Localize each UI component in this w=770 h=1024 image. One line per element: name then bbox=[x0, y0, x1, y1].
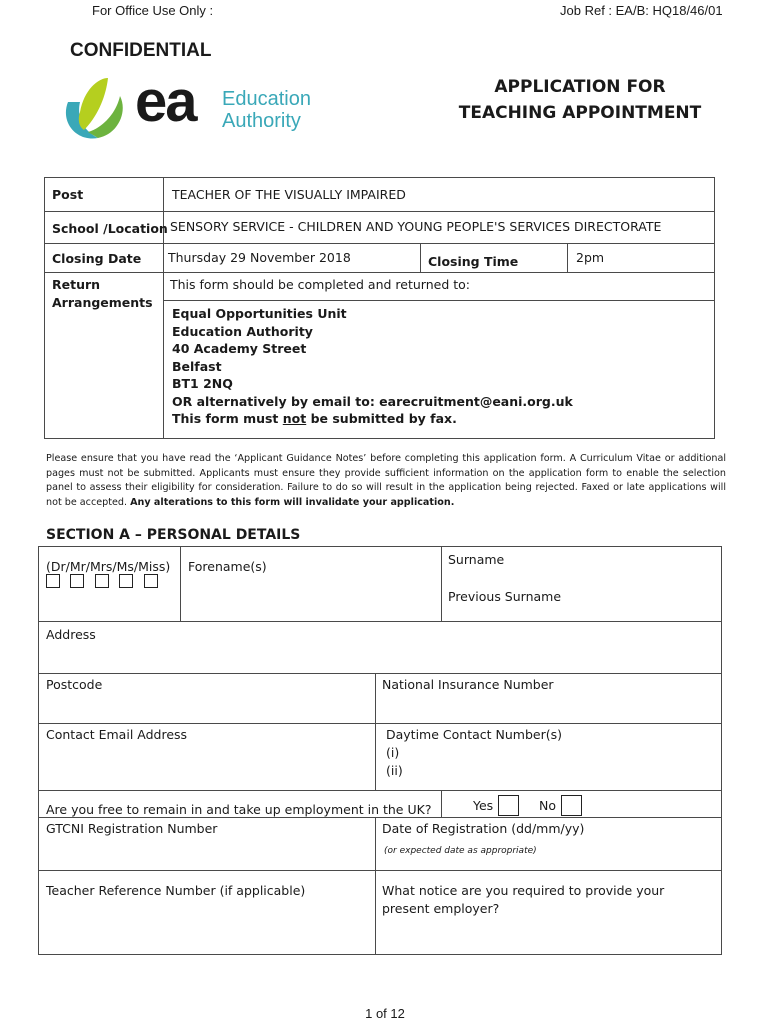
title-label: (Dr/Mr/Mrs/Ms/Miss) bbox=[46, 559, 171, 574]
daytime-number-ii: (ii) bbox=[386, 763, 403, 778]
title-checkbox-dr[interactable] bbox=[46, 574, 60, 588]
return-label-2: Arrangements bbox=[52, 295, 153, 310]
closing-time-value: 2pm bbox=[576, 250, 605, 265]
return-intro: This form should be completed and returned to: bbox=[170, 277, 470, 292]
address-line-2: Education Authority bbox=[172, 323, 313, 339]
daytime-number-label: Daytime Contact Number(s) bbox=[386, 727, 562, 742]
surname-label: Surname bbox=[448, 552, 505, 567]
email-label: Contact Email Address bbox=[46, 727, 188, 742]
return-label-1: Return bbox=[52, 277, 101, 292]
forename-label: Forename(s) bbox=[188, 559, 267, 574]
closing-time-label: Closing Time bbox=[428, 254, 519, 269]
fax-warning: This form must not be submitted by fax. bbox=[172, 411, 457, 426]
uk-employment-question: Are you free to remain in and take up employment in the UK? bbox=[46, 802, 432, 817]
ea-logo-icon bbox=[58, 72, 138, 144]
title-checkbox-miss[interactable] bbox=[144, 574, 158, 588]
return-address bbox=[172, 305, 573, 428]
registration-date-label: Date of Registration (dd/mm/yy) bbox=[382, 821, 585, 836]
title-checkbox-ms[interactable] bbox=[119, 574, 133, 588]
teacher-ref-label: Teacher Reference Number (if applicable) bbox=[46, 883, 306, 898]
school-value: SENSORY SERVICE - CHILDREN AND YOUNG PEOPLE'S SERVICES DIRECTORATE bbox=[170, 219, 662, 234]
confidential-label: CONFIDENTIAL bbox=[70, 40, 212, 61]
address-line-1: Equal Opportunities Unit bbox=[172, 306, 347, 321]
no-label: No bbox=[539, 798, 556, 813]
address-line-4: Belfast bbox=[172, 358, 222, 374]
job-reference: Job Ref : EA/B: HQ18/46/01 bbox=[560, 3, 723, 18]
form-title-line2: TEACHING APPOINTMENT bbox=[458, 103, 702, 123]
address-line-3: 40 Academy Street bbox=[172, 341, 307, 356]
closing-date-value: Thursday 29 November 2018 bbox=[168, 250, 351, 265]
post-label: Post bbox=[52, 187, 84, 202]
form-title bbox=[440, 74, 720, 126]
title-checkbox-mr[interactable] bbox=[70, 574, 84, 588]
registration-date-note: (or expected date as appropriate) bbox=[384, 846, 537, 856]
closing-date-label: Closing Date bbox=[52, 251, 142, 266]
postcode-label: Postcode bbox=[46, 677, 103, 692]
email-instruction: OR alternatively by email to: earecruitment@eani.org.uk bbox=[172, 393, 573, 409]
logo-education-text: Education bbox=[222, 88, 311, 110]
address-line-5: BT1 2NQ bbox=[172, 376, 233, 391]
form-title-line1: APPLICATION FOR bbox=[494, 77, 666, 97]
office-use-label: For Office Use Only : bbox=[92, 3, 214, 18]
daytime-number-i: (i) bbox=[386, 745, 400, 760]
address-field[interactable] bbox=[39, 622, 721, 672]
forename-field[interactable] bbox=[181, 547, 440, 620]
yes-label: Yes bbox=[473, 798, 494, 813]
page-number: 1 of 12 bbox=[365, 1006, 405, 1021]
notice-label-2: present employer? bbox=[382, 901, 500, 916]
logo-ea-text: ea bbox=[135, 69, 196, 134]
ni-number-label: National Insurance Number bbox=[382, 677, 554, 692]
post-value: TEACHER OF THE VISUALLY IMPAIRED bbox=[172, 187, 406, 202]
fax-not-emphasis: not bbox=[282, 411, 307, 426]
school-label: School /Location bbox=[52, 221, 168, 236]
gtcni-label: GTCNI Registration Number bbox=[46, 821, 218, 836]
yes-checkbox[interactable] bbox=[498, 795, 519, 816]
no-checkbox[interactable] bbox=[561, 795, 582, 816]
notice-label-1: What notice are you required to provide your bbox=[382, 883, 665, 898]
previous-surname-label: Previous Surname bbox=[448, 589, 562, 604]
guidance-warning: Any alterations to this form will invalidate your application. bbox=[130, 496, 455, 508]
guidance-paragraph: Please ensure that you have read the ‘Applicant Guidance Notes’ before completing this application form. A Curriculum Vitae or additional pages must not be submitted. Applicants must ensure they provide sufficient information on the application form to enable the selection panel to assess their eligibility for consideration. Failure to do so will result in the application being rejected. Faxed or late applications will not be accepted. Any alterations to this form will invalidate your application. bbox=[46, 453, 726, 508]
address-label: Address bbox=[46, 627, 96, 642]
logo-authority-text: Authority bbox=[222, 110, 301, 132]
section-a-heading: SECTION A – PERSONAL DETAILS bbox=[46, 527, 301, 543]
title-checkbox-mrs[interactable] bbox=[95, 574, 109, 588]
